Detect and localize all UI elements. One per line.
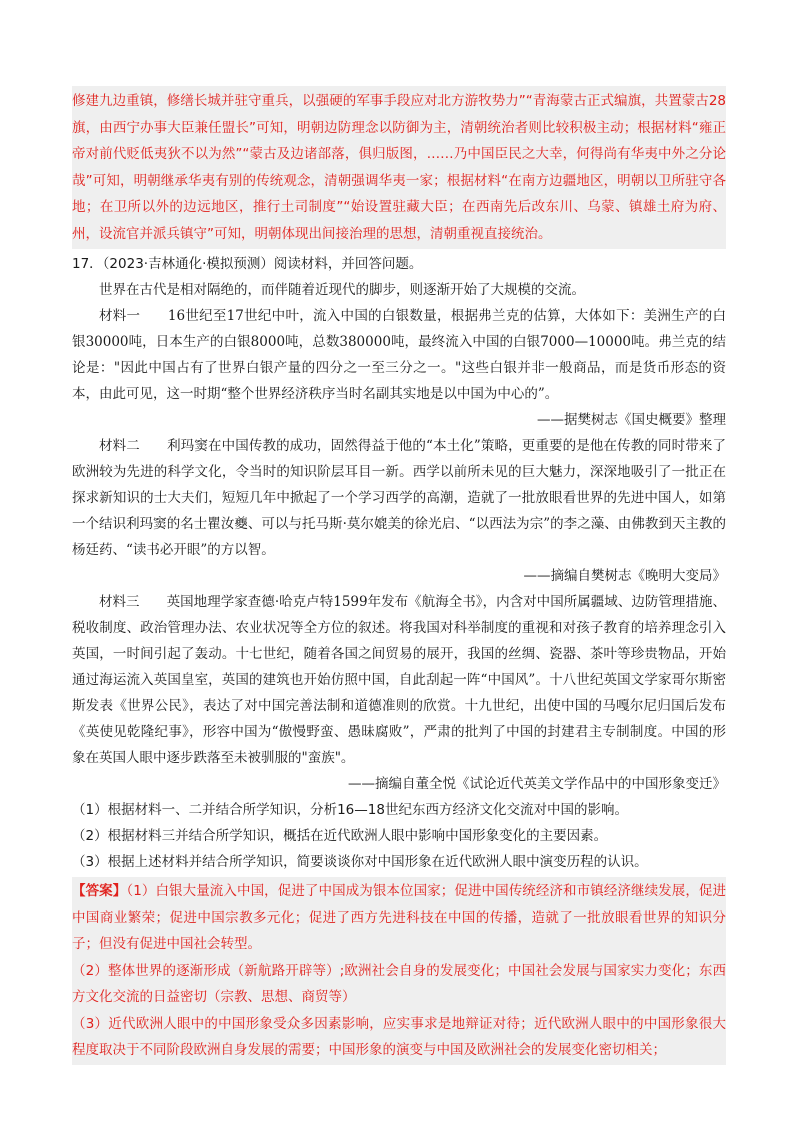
answer-2: （2）整体世界的逐渐形成（新航路开辟等）;欧洲社会自身的发展变化；中国社会发展与国家实力变化；东西方文化交流的日益密切（宗教、思想、商贸等）: [72, 962, 726, 1005]
previous-answer-analysis: [72, 86, 726, 249]
answer-block: [72, 877, 726, 1065]
sub-question-2: （2）根据材料三并结合所学知识，概括在近代欧洲人眼中影响中国形象变化的主要因素。: [72, 828, 608, 844]
answer-1-text: （1）白银大量流入中国，促进了中国成为银本位国家；促进中国传统经济和市镇经济继续发展，促进中国商业繁荣；促进中国宗教多元化；促进了西方先进科技在中国的传播，造就了一批放眼看世界的知识分子；但没有促进中国社会转型。: [72, 883, 727, 952]
material-1: 材料一 16世纪至17世纪中叶，流入中国的白银数量，根据弗兰克的估算，大体如下：美洲生产的白银30000吨，日本生产的白银8000吨，总数380000吨，最终流入中国的白银7000—10000吨。弗兰克的结论是："因此中国占有了世界白银产量的四分之一至三分之一。"这些白银并非一般商品，而是货币形态的资本，由此可见，这一时期“整个世界经济秩序当时名副其实地是以中国为中心的”。: [72, 308, 726, 402]
answer-tag: 【答案】: [72, 883, 127, 899]
sub-question-3: （3）根据上述材料并结合所学知识，简要谈谈你对中国形象在近代欧洲人眼中演变历程的认识。: [72, 854, 648, 870]
answer-3: （3）近代欧洲人眼中的中国形象受众多因素影响，应实事求是地辩证对待；近代欧洲人眼中的中国形象很大程度取决于不同阶段欧洲自身发展的需要；中国形象的演变与中国及欧洲社会的发展变化密切相关；: [72, 1015, 726, 1058]
question-header: 17．（2023·吉林通化·模拟预测）阅读材料，并回答问题。: [72, 256, 423, 272]
materials: [72, 277, 726, 797]
question-intro: 世界在古代是相对隔绝的，而伴随着近现代的脚步，则逐渐开始了大规模的交流。: [99, 282, 585, 298]
sub-question-1: （1）根据材料一、二并结合所学知识，分析16—18世纪东西方经济文化交流对中国的影响。: [72, 802, 628, 818]
previous-answer-text: 修建九边重镇，修缮长城并驻守重兵，以强硬的军事手段应对北方游牧势力”“青海蒙古正式编旗，共置蒙古28旗，由西宁办事大臣兼任盟长”可知，明朝边防理念以防御为主，清朝统治者则比较积极主动；根据材料“雍正帝对前代贬低夷狄不以为然”“蒙古及边诸部落，俱归版图，……乃中国臣民之大幸，何得尚有华夷中外之分论哉”可知，明朝继承华夷有别的传统观念，清朝强调华夷一家；根据材料“在南方边疆地区，明朝以卫所驻守各地；在卫所以外的边远地区，推行土司制度”“始设置驻藏大臣；在西南先后改东川、乌蒙、镇雄土府为府、州，设流官并派兵镇守”可知，明朝体现出间接治理的思想，清朝重视直接统治。: [72, 93, 726, 242]
sub-questions: [72, 797, 726, 875]
page: [72, 86, 726, 1065]
answer-1: [72, 878, 726, 958]
material-2-source: ——摘编自樊树志《晚明大变局》: [523, 568, 726, 584]
material-3: 材料三 英国地理学家查德·哈克卢特1599年发布《航海全书》，内含对中国所属疆域、边防管理措施、税收制度、政治管理办法、农业状况等全方位的叙述。将我国对科举制度的重视和对孩子教育的培养理念引入英国，一时间引起了轰动。十七世纪，随着各国之间贸易的展开，我国的丝绸、瓷器、茶叶等珍贵物品，开始通过海运流入英国皇室，英国的建筑也开始仿照中国，自此刮起一阵“中国风”。十八世纪英国文学家哥尔斯密斯发表《世界公民》，表达了对中国完善法制和道德准则的欣赏。十九世纪，出使中国的马嘎尔尼归国后发布《英使见乾隆纪事》，形容中国为“傲慢野蛮、愚昧腐败”，严肃的批判了中国的封建君主专制制度。中国的形象在英国人眼中逐步跌落至未被驯服的"蛮族"。: [72, 594, 726, 766]
material-2: 材料二 利玛窦在中国传教的成功，固然得益于他的“本土化”策略，更重要的是他在传教的同时带来了欧洲较为先进的科学文化，令当时的知识阶层耳目一新。西学以前所未见的巨大魅力，深深地吸引了一批正在探求新知识的士大夫们，短短几年中掀起了一个学习西学的高潮，造就了一批放眼看世界的先进中国人，如第一个结识利玛窦的名士瞿汝夔、可以与托马斯·莫尔媲美的徐光启、“以西法为宗”的李之藻、由佛教到天主教的杨廷药、“读书必开眼”的方以智。: [72, 438, 726, 558]
material-1-source: ——据樊树志《国史概要》整理: [537, 412, 726, 428]
material-3-source: ——摘编自董全悦《试论近代英美文学作品中的中国形象变迁》: [348, 776, 726, 792]
